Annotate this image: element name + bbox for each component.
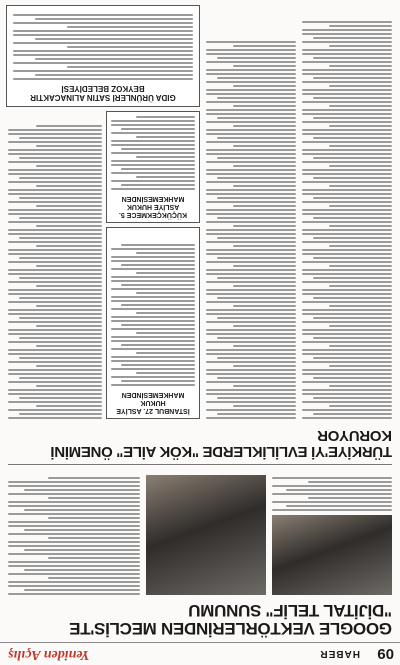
article-text-2: [8, 471, 140, 595]
article-photo: [272, 515, 392, 595]
main-headline: GOOGLE VEKTÖRLERİNDEN MECLİS'TE "DİJİTAL TELİF" SUNUMU: [69, 601, 392, 638]
article-photo-2: [146, 475, 266, 595]
article-column-1: [302, 19, 392, 419]
divider: [8, 464, 392, 465]
court-notice-box-2: [106, 111, 200, 223]
court-notice-box-1: [106, 227, 200, 419]
second-headline: TÜRKİYE'Yİ EVLİLİKLERDE "KÖK AİLE" ÖNEMİNİ KORUYOR: [50, 427, 392, 460]
section-label: HABER: [319, 648, 360, 659]
page-number: 09: [377, 645, 394, 662]
tender-notice-box: [6, 5, 200, 107]
article-column-2: [206, 19, 296, 419]
article-column-3: [8, 113, 102, 419]
court-notice-title: İSTANBUL 27. ASLİYE HUKUK MAHKEMESİNDEN: [116, 391, 190, 414]
newspaper-logo: Yeniden Açılış: [8, 647, 90, 662]
tender-notice-title: GIDA ÜRÜNLERİ SATIN ALINACAKTIR BEYKOZ BELEDİYESİ: [30, 84, 176, 102]
article-text: [272, 471, 392, 511]
court-notice-title-2: KÜÇÜKÇEKMECE 5. ASLİYE HUKUK MAHKEMESİNDEN: [118, 195, 188, 218]
